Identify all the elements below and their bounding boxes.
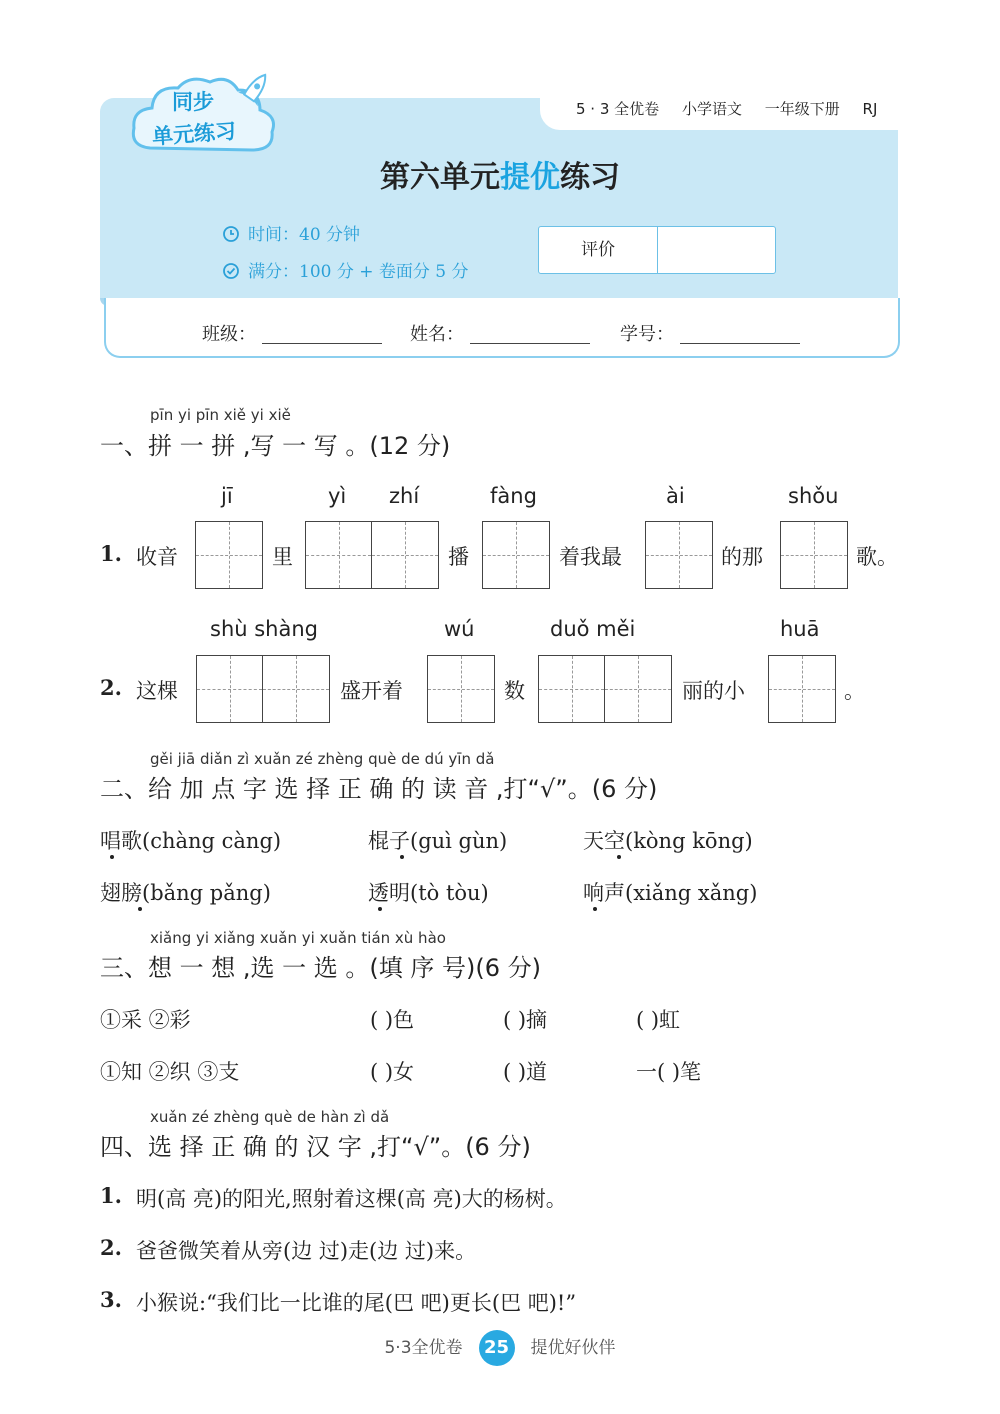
s4-title: 四、选 择 正 确 的 汉 字 ,打“√”。(6 分) [100, 1133, 531, 1161]
s3-row2-blank-1[interactable]: ( )女 [370, 1060, 415, 1084]
s2-title: 二、给 加 点 字 选 择 正 确 的 读 音 ,打“√”。(6 分) [100, 775, 658, 803]
s1-title: 一、拼 一 拼 ,写 一 写 。(12 分) [100, 432, 451, 460]
series-label: 5 · 3 全优卷 [576, 100, 660, 118]
s4-title-pinyin: xuǎn zé zhèng què de hàn zì dǎ [150, 1108, 390, 1126]
q2-text-3: 数 [504, 679, 525, 703]
s4-q3[interactable]: 小猴说:“我们比一比谁的尾(巴 吧)更长(巴 吧)!” [136, 1291, 577, 1315]
q1-box-4[interactable] [645, 521, 713, 589]
q1-text-1: 收音 [136, 545, 178, 569]
q1-box-2[interactable] [305, 521, 439, 589]
footer-series: 5·3全优卷 [384, 1338, 463, 1358]
q1-text-2: 里 [272, 545, 293, 569]
score-info: 满分：100 分 + 卷面分 5 分 [222, 257, 469, 282]
s2-item-2[interactable]: 棍子(guì gùn) [368, 829, 508, 853]
s4-q1-number: 1. [100, 1183, 122, 1208]
q2-box-1[interactable] [196, 655, 330, 723]
q1-pinyin-6: shǒu [788, 484, 839, 508]
q2-pinyin-3: duǒ měi [550, 617, 636, 641]
grade-label: 一年级下册 [764, 100, 840, 118]
q1-text-5: 的那 [721, 545, 763, 569]
emphasis-dot [138, 907, 142, 911]
q1-pinyin-2: yì [328, 484, 347, 508]
footer-slogan: 提优好伙伴 [530, 1338, 616, 1358]
q1-number: 1. [100, 541, 122, 566]
s2-item-3[interactable]: 天空(kòng kōng) [583, 829, 753, 853]
q1-box-3[interactable] [482, 521, 550, 589]
s3-row2-options: ①知 ②织 ③支 [100, 1060, 240, 1084]
emphasis-dot [400, 855, 404, 859]
s3-row1-blank-3[interactable]: ( )虹 [636, 1008, 681, 1032]
book-meta [576, 98, 895, 119]
s4-q2[interactable]: 爸爸微笑着从旁(边 过)走(边 过)来。 [136, 1239, 477, 1263]
class-blank[interactable] [262, 343, 382, 344]
q1-box-1[interactable] [195, 521, 263, 589]
s3-row1-options: ①采 ②彩 [100, 1008, 191, 1032]
q2-box-2[interactable] [427, 655, 495, 723]
q1-text-3: 播 [448, 545, 469, 569]
s4-q3-number: 3. [100, 1287, 122, 1312]
id-field[interactable]: 学号： [620, 320, 800, 346]
q2-number: 2. [100, 675, 122, 700]
page-number: 25 [479, 1330, 515, 1366]
class-field[interactable]: 班级： [202, 320, 382, 346]
emphasis-dot [378, 907, 382, 911]
q2-text-4: 丽的小 [682, 679, 745, 703]
q2-text-1: 这棵 [136, 679, 178, 703]
q1-pinyin-1: jī [221, 484, 233, 508]
s1-title-pinyin: pīn yi pīn xiě yi xiě [150, 406, 291, 424]
s3-row1-blank-2[interactable]: ( )摘 [503, 1008, 548, 1032]
emphasis-dot [110, 855, 114, 859]
q1-text-6: 歌。 [856, 545, 898, 569]
badge-line1: 同步 [172, 90, 214, 114]
q2-box-3[interactable] [538, 655, 672, 723]
q1-pinyin-3: zhí [389, 484, 420, 508]
emphasis-dot [617, 855, 621, 859]
s3-row2-blank-3[interactable]: 一( )笔 [636, 1060, 702, 1084]
s2-item-1[interactable]: 唱歌(chàng càng) [100, 829, 282, 853]
s3-title: 三、想 一 想 ,选 一 选 。(填 序 号)(6 分) [100, 954, 542, 982]
s3-row1-blank-1[interactable]: ( )色 [370, 1008, 415, 1032]
q1-pinyin-4: fàng [490, 484, 537, 508]
check-circle-icon [222, 262, 240, 280]
evaluation-box[interactable] [538, 226, 776, 274]
id-blank[interactable] [680, 343, 800, 344]
q1-box-5[interactable] [780, 521, 848, 589]
s4-q2-number: 2. [100, 1235, 122, 1260]
q2-pinyin-2: wú [444, 617, 475, 641]
name-field[interactable]: 姓名： [410, 320, 590, 346]
s3-title-pinyin: xiǎng yi xiǎng xuǎn yi xuǎn tián xù hào [150, 929, 446, 947]
q1-pinyin-5: ài [666, 484, 685, 508]
badge-line2: 单元练习 [151, 119, 237, 149]
q2-box-4[interactable] [768, 655, 836, 723]
student-info-box [104, 298, 900, 358]
s2-title-pinyin: gěi jiā diǎn zì xuǎn zé zhèng què de dú yīn dǎ [150, 750, 495, 768]
q1-text-4: 着我最 [559, 545, 622, 569]
s2-item-4[interactable]: 翅膀(bǎng pǎng) [100, 881, 271, 905]
q2-pinyin-4: huā [780, 617, 820, 641]
page-title: 第六单元提优练习 [380, 160, 620, 195]
q2-text-2: 盛开着 [340, 679, 403, 703]
page-footer [0, 1330, 1000, 1366]
subject-label: 小学语文 [681, 100, 742, 118]
time-info: 时间：40 分钟 [222, 220, 360, 245]
name-blank[interactable] [470, 343, 590, 344]
edition-label: RJ [862, 100, 878, 118]
evaluation-label: 评价 [539, 227, 658, 273]
q2-pinyin-1: shù shàng [210, 617, 318, 641]
clock-icon [222, 225, 240, 243]
emphasis-dot [593, 907, 597, 911]
s4-q1[interactable]: 明(高 亮)的阳光,照射着这棵(高 亮)大的杨树。 [136, 1187, 567, 1211]
s2-item-6[interactable]: 响声(xiǎng xǎng) [583, 881, 758, 905]
q2-text-5: 。 [844, 679, 865, 703]
s3-row2-blank-2[interactable]: ( )道 [503, 1060, 548, 1084]
s2-item-5[interactable]: 透明(tò tòu) [368, 881, 489, 905]
